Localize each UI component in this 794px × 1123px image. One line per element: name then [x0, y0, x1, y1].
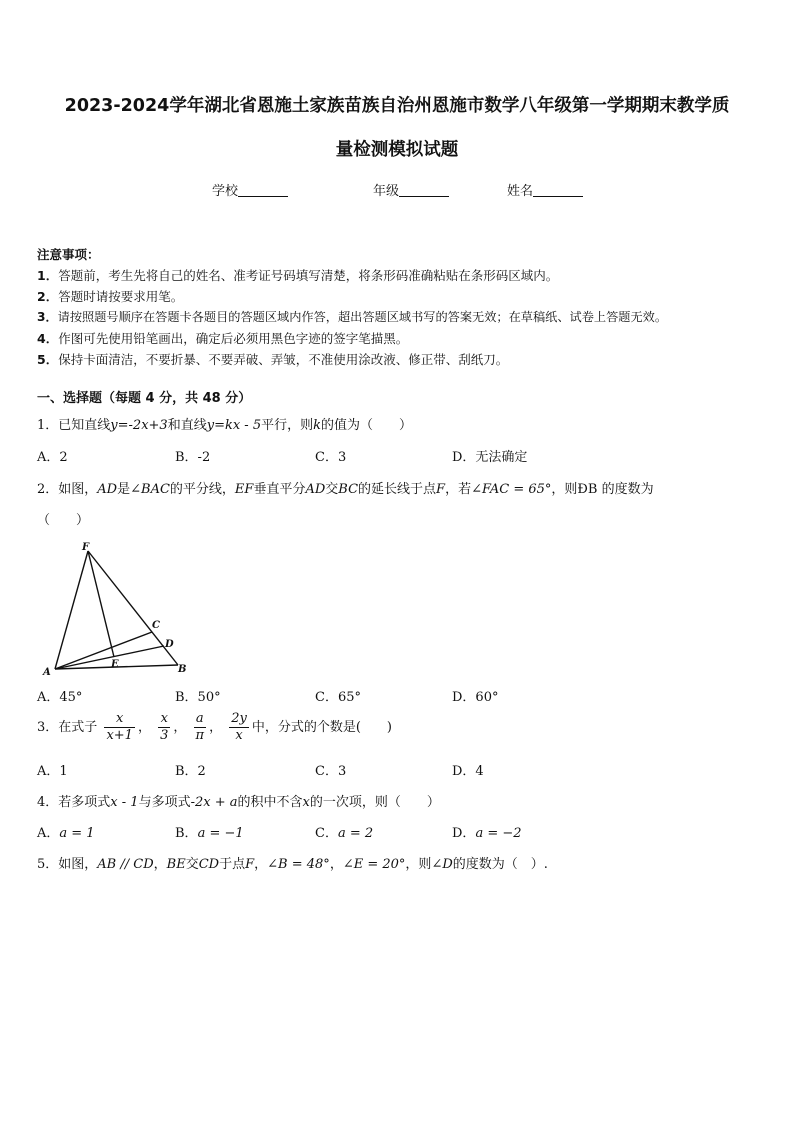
- fraction-3: $\frac{a}{\pi}$: [195, 711, 205, 743]
- triangle-figure: [38, 540, 198, 680]
- label-d: D: [165, 639, 174, 650]
- label-c: C: [152, 620, 160, 631]
- q1-option-b[interactable]: B．-2: [175, 450, 211, 465]
- school-blank[interactable]: [238, 183, 288, 197]
- title-line-2: 量检测模拟试题: [335, 140, 459, 160]
- question-1: 1．已知直线y=-2x+3和直线y=kx - 5平行，则k的值为（ ）: [37, 418, 413, 433]
- student-info: [0, 180, 794, 200]
- name-blank[interactable]: [533, 183, 583, 197]
- q3-option-d[interactable]: D．4: [452, 764, 484, 779]
- q1-option-d[interactable]: D．无法确定: [452, 450, 528, 465]
- name-label: 姓名: [507, 184, 534, 199]
- q3-option-b[interactable]: B．2: [175, 764, 206, 779]
- q4-option-c[interactable]: C．a = 2: [315, 826, 374, 841]
- figure-lines: [55, 551, 178, 669]
- label-b: B: [178, 664, 187, 675]
- q4-option-d[interactable]: D．a = −2: [452, 826, 522, 841]
- label-a: A: [43, 667, 51, 678]
- grade-blank[interactable]: [399, 183, 449, 197]
- question-5: 5．如图，AB // CD，BE交CD于点F，∠B = 48°，∠E = 20°，则∠D的度数为（ ）.: [37, 857, 548, 872]
- fraction-4: $\frac{2y}{x}$: [231, 711, 247, 743]
- exam-title: [30, 84, 764, 172]
- q4-option-a[interactable]: A．a = 1: [37, 826, 95, 841]
- q2-answer-paren: （ ）: [37, 513, 90, 528]
- q4-option-b[interactable]: B．a = −1: [175, 826, 244, 841]
- q2-option-a[interactable]: A．45°: [37, 690, 83, 705]
- school-field[interactable]: [212, 180, 288, 199]
- notice-item: 5．保持卡面清洁，不要折暴、不要弄破、弄皱，不准使用涂改液、修正带、刮纸刀。: [37, 352, 509, 367]
- grade-field[interactable]: [373, 180, 449, 199]
- notice-heading: 注意事项：: [37, 247, 100, 262]
- question-2: 2．如图，AD是∠BAC的平分线，EF垂直平分AD交BC的延长线于点F，若∠FAC = 65°，则ÐB 的度数为: [37, 482, 654, 497]
- q1-option-a[interactable]: A．2: [37, 450, 68, 465]
- question-4: 4．若多项式x - 1与多项式-2x + a的积中不含x的一次项，则（ ）: [37, 795, 440, 810]
- q3-option-a[interactable]: A．1: [37, 764, 68, 779]
- q3-option-c[interactable]: C．3: [315, 764, 347, 779]
- notice-item: 3．请按照题号顺序在答题卡各题目的答题区域内作答，超出答题区域书写的答案无效；在草稿纸、试卷上答题无效。: [37, 310, 668, 324]
- question-3: 3．在式子 $\frac{x}{x+1}$ ， $\frac{x}{3}$ ， $\frac{a}{\pi}$ ， $\frac{2y}{x}$ 中，分式的个数是( ): [37, 711, 393, 743]
- fraction-1: $\frac{x}{x+1}$: [106, 711, 133, 743]
- notice-section: [37, 244, 667, 370]
- grade-label: 年级: [373, 184, 400, 199]
- section-heading-choice: 一、选择题（每题 4 分，共 48 分）: [37, 391, 252, 406]
- title-line-1: 2023-2024学年湖北省恩施土家族苗族自治州恩施市数学八年级第一学期期末教学质: [64, 96, 730, 116]
- q1-option-c[interactable]: C．3: [315, 450, 347, 465]
- notice-item: 2．答题时请按要求用笔。: [37, 289, 184, 304]
- q2-option-c[interactable]: C．65°: [315, 690, 361, 705]
- name-field[interactable]: [507, 180, 583, 199]
- q2-option-d[interactable]: D．60°: [452, 690, 499, 705]
- notice-item: 4．作图可先使用铅笔画出，确定后必须用黑色字迹的签字笔描黑。: [37, 331, 409, 346]
- label-f: F: [82, 542, 90, 553]
- school-label: 学校: [212, 184, 239, 199]
- q2-option-b[interactable]: B．50°: [175, 690, 221, 705]
- fraction-2: $\frac{x}{3}$: [160, 711, 169, 743]
- label-e: E: [111, 659, 119, 670]
- notice-item: 1．答题前，考生先将自己的姓名、准考证号码填写清楚，将条形码准确粘贴在条形码区域内。: [37, 268, 559, 283]
